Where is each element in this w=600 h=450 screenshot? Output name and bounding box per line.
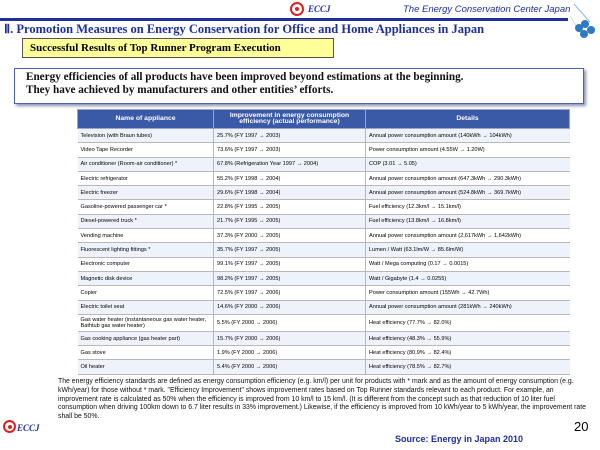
table-row: [78, 143, 570, 157]
details-cell: Watt / Gigabyte (1.4 → 0.0255): [366, 271, 570, 285]
table-row: [78, 186, 570, 200]
improvement-cell: 67.8% (Refrigeration Year 1997 → 2004): [214, 157, 366, 171]
appliance-cell: Copier: [78, 286, 214, 300]
appliance-cell: Gasoline-powered passenger car *: [78, 200, 214, 214]
appliance-cell: Gas water heater (instantaneous gas water heater, Bathtub gas water heater): [78, 314, 214, 331]
top-runner-table: [77, 109, 570, 375]
appliance-cell: Oil heater: [78, 360, 214, 374]
details-cell: Watt / Mega computing (0.17 → 0.0015): [366, 257, 570, 271]
details-cell: Heat efficiency (78.5% → 82.7%): [366, 360, 570, 374]
appliance-cell: Electronic computer: [78, 257, 214, 271]
details-cell: Heat efficiency (80.9% → 82.4%): [366, 346, 570, 360]
table-row: [78, 171, 570, 185]
organization-name: The Energy Conservation Center Japan: [403, 4, 571, 15]
improvement-cell: 72.5% (FY 1997 → 2006): [214, 286, 366, 300]
improvement-cell: 14.6% (FY 2000 → 2006): [214, 300, 366, 314]
header-improvement: Improvement in energy consumption efficiency (actual performance): [214, 110, 366, 129]
appliance-cell: Video Tape Recorder: [78, 143, 214, 157]
appliance-cell: Diesel-powered truck *: [78, 214, 214, 228]
table-row: [78, 257, 570, 271]
details-cell: Fuel efficiency (13.8km/l → 16.8km/l): [366, 214, 570, 228]
details-cell: Annual power consumption amount (2,617kWh → 1,642kWh): [366, 229, 570, 243]
table-row: [78, 300, 570, 314]
improvement-cell: 15.7% (FY 2000 → 2006): [214, 331, 366, 345]
details-cell: Annual power consumption amount (140kWh → 104kWh): [366, 129, 570, 143]
footnote-text: The energy efficiency standards are defined as energy consumption efficiency (e.g. km/l) per unit for products with * mark and as the amount of energy consumption (e.g. kWh/year) for those without * mark. "Efficiency Improvement" shows improvement rates based on Top Runner standards relevant to each product. For example, an improvement rate is calculated as 50% when the efficiency is improved from 10 km/l to 15 km/l. (It is different from the concept such as that reduction of 10 liter fuel consumption when driving 100km down to 6.7 liter results in 33% improvement.) Likewise, if the efficiency is improved from 10 kWh/year to 5 kWh/year, the improvement rate shall be 50%.: [58, 378, 587, 421]
details-cell: Annual power consumption amount (281kWh → 240kWh): [366, 300, 570, 314]
table-row: [78, 229, 570, 243]
footer-brand: ECCJ: [17, 423, 40, 433]
header-appliance: Name of appliance: [78, 110, 214, 129]
appliance-cell: Magnetic disk device: [78, 271, 214, 285]
table-row: [78, 214, 570, 228]
details-cell: Heat efficiency (77.7% → 82.0%): [366, 314, 570, 331]
appliance-cell: Electric freezer: [78, 186, 214, 200]
improvement-cell: 55.2% (FY 1998 → 2004): [214, 171, 366, 185]
section-title: Ⅱ. Promotion Measures on Energy Conservation for Office and Home Appliances in Japan: [4, 22, 485, 36]
details-cell: Power consumption amount (4.55W → 1.20W): [366, 143, 570, 157]
table-row: [78, 271, 570, 285]
table-row: [78, 157, 570, 171]
appliance-cell: Electric toilet seat: [78, 300, 214, 314]
improvement-cell: 25.7% (FY 1997 → 2003): [214, 129, 366, 143]
details-cell: Lumen / Watt (63.1lm/W → 85.6lm/W): [366, 243, 570, 257]
details-cell: Annual power consumption amount (647.3kWh → 290.3kWh): [366, 171, 570, 185]
improvement-cell: 73.6% (FY 1997 → 2003): [214, 143, 366, 157]
appliance-cell: Gas cooking appliance (gas heater part): [78, 331, 214, 345]
improvement-cell: 5.5% (FY 2000 → 2006): [214, 314, 366, 331]
source-citation: Source: Energy in Japan 2010: [395, 434, 524, 444]
table-row: [78, 286, 570, 300]
improvement-cell: 37.3% (FY 2000 → 2005): [214, 229, 366, 243]
details-cell: Power consumption amount (155Wh → 42.7Wh): [366, 286, 570, 300]
table-row: [78, 200, 570, 214]
improvement-cell: 21.7% (FY 1995 → 2005): [214, 214, 366, 228]
improvement-cell: 99.1% (FY 1997 → 2005): [214, 257, 366, 271]
improvement-cell: 35.7% (FY 1997 → 2005): [214, 243, 366, 257]
details-cell: Fuel efficiency (12.3km/l → 15.1km/l): [366, 200, 570, 214]
page-number: 20: [574, 419, 589, 434]
appliance-cell: Air conditioner (Room-air conditioner) *: [78, 157, 214, 171]
appliance-cell: Gas stove: [78, 346, 214, 360]
table-row: [78, 331, 570, 345]
table-row: [78, 360, 570, 374]
header-brand: ECCJ: [308, 4, 331, 14]
intro-callout: [14, 68, 584, 104]
details-cell: Annual power consumption amount (524.8kWh → 369.7kWh): [366, 186, 570, 200]
improvement-cell: 29.6% (FY 1998 → 2004): [214, 186, 366, 200]
appliance-cell: Fluorescent lighting fittings *: [78, 243, 214, 257]
eccj-logo-icon: [3, 420, 16, 433]
appliance-cell: Vending machine: [78, 229, 214, 243]
intro-line: Energy efficiencies of all products have been improved beyond estimations at the beginning.: [26, 71, 464, 83]
improvement-cell: 1.9% (FY 2000 → 2006): [214, 346, 366, 360]
table-row: [78, 314, 570, 331]
appliance-cell: Television (with Braun tubes): [78, 129, 214, 143]
appliance-cell: Electric refrigerator: [78, 171, 214, 185]
header-details: Details: [366, 110, 570, 129]
intro-line: They have achieved by manufacturers and other entities’ efforts.: [26, 84, 334, 96]
table-row: [78, 346, 570, 360]
clover-icon: [570, 2, 600, 42]
improvement-cell: 22.8% (FY 1995 → 2005): [214, 200, 366, 214]
details-cell: COP (3.01 → 5.05): [366, 157, 570, 171]
improvement-cell: 5.4% (FY 2000 → 2006): [214, 360, 366, 374]
eccj-logo-icon: [290, 2, 304, 16]
improvement-cell: 98.2% (FY 1997 → 2005): [214, 271, 366, 285]
table-row: [78, 243, 570, 257]
slide-subtitle: Successful Results of Top Runner Program Execution: [22, 38, 334, 58]
table-row: [78, 129, 570, 143]
details-cell: Heat efficiency (48.3% → 55.9%): [366, 331, 570, 345]
